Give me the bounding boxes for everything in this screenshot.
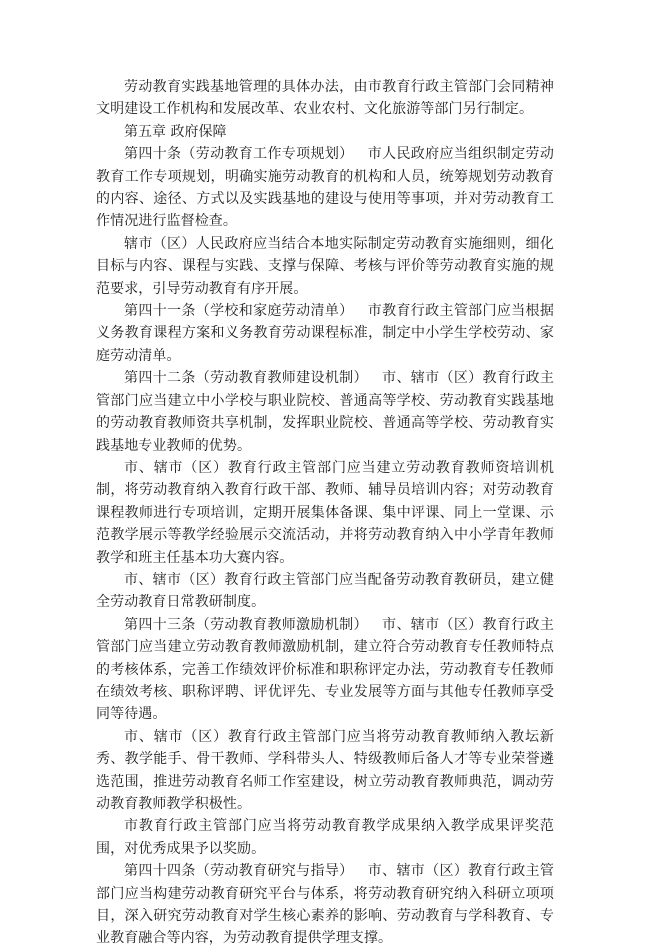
article-title: 第四十四条（劳动教育研究与指导） bbox=[124, 863, 354, 880]
document-page bbox=[96, 76, 554, 950]
article-44: 第四十四条（劳动教育研究与指导） 市、辖市（区）教育行政主管部门应当构建劳动教育研究平台与体系，将劳动教育研究纳入科研立项项目，深入研究劳动教育对学生核心素养的影响、劳动教育与学科教育、专业教育融合等内容，为劳动教育提供学理支撑。 bbox=[96, 863, 554, 947]
article-40: 第四十条（劳动教育工作专项规划） 市人民政府应当组织制定劳动教育工作专项规划，明确实施劳动教育的机构和人员，统筹规划劳动教育的内容、途径、方式以及实践基地的建设与使用等事项，并对劳动教育工作情况进行监督检查。 bbox=[96, 146, 554, 230]
paragraph: 市、辖市（区）教育行政主管部门应当配备劳动教育教研员，建立健全劳动教育日常教研制度。 bbox=[96, 571, 554, 611]
paragraph: 市、辖市（区）教育行政主管部门应当建立劳动教育教师资培训机制，将劳动教育纳入教育行政干部、教师、辅导员培训内容；对劳动教育课程教师进行专项培训，定期开展集体备课、集中评课、同上一堂课、示范教学展示等教学经验展示交流活动，并将劳动教育纳入中小学青年教师教学和班主任基本功大赛内容。 bbox=[96, 459, 554, 566]
paragraph: 劳动教育实践基地管理的具体办法，由市教育行政主管部门会同精神文明建设工作机构和发展改革、农业农村、文化旅游等部门另行制定。 bbox=[96, 79, 554, 118]
article-title: 第四十条（劳动教育工作专项规划） bbox=[124, 146, 354, 163]
paragraph: 市教育行政主管部门应当将劳动教育教学成果纳入教学成果评奖范围，对优秀成果予以奖励。 bbox=[96, 818, 554, 857]
article-title: 第四十三条（劳动教育教师激励机制） bbox=[124, 616, 368, 633]
article-title: 第四十二条（劳动教育教师建设机制） bbox=[124, 370, 368, 387]
article-41: 第四十一条（学校和家庭劳动清单） 市教育行政主管部门应当根据义务教育课程方案和义务教育劳动课程标准，制定中小学生学校劳动、家庭劳动清单。 bbox=[96, 303, 554, 364]
article-42: 第四十二条（劳动教育教师建设机制） 市、辖市（区）教育行政主管部门应当建立中小学校与职业院校、普通高等学校、劳动教育实践基地的劳动教育教师资共享机制，发挥职业院校、普通高等学校、劳动教育实践基地专业教师的优势。 bbox=[96, 370, 554, 454]
paragraph: 辖市（区）人民政府应当结合本地实际制定劳动教育实施细则，细化目标与内容、课程与实践、支撑与保障、考核与评价等劳动教育实施的规范要求，引导劳动教育有序开展。 bbox=[96, 235, 554, 297]
article-43: 第四十三条（劳动教育教师激励机制） 市、辖市（区）教育行政主管部门应当建立劳动教育教师激励机制，建立符合劳动教育专任教师特点的考核体系，完善工作绩效评价标准和职称评定办法，劳动教育专任教师在绩效考核、职称评聘、评优评先、专业发展等方面与其他专任教师享受同等待遇。 bbox=[96, 616, 554, 723]
chapter-heading: 第五章 政府保障 bbox=[124, 123, 227, 140]
article-title: 第四十一条（学校和家庭劳动清单） bbox=[124, 303, 354, 320]
paragraph: 市、辖市（区）教育行政主管部门应当将劳动教育教师纳入教坛新秀、教学能手、骨干教师、学科带头人、特级教师后备人才等专业荣誉遴选范围，推进劳动教育名师工作室建设，树立劳动教育教师典范，调动劳动教育教师教学积极性。 bbox=[96, 728, 554, 812]
